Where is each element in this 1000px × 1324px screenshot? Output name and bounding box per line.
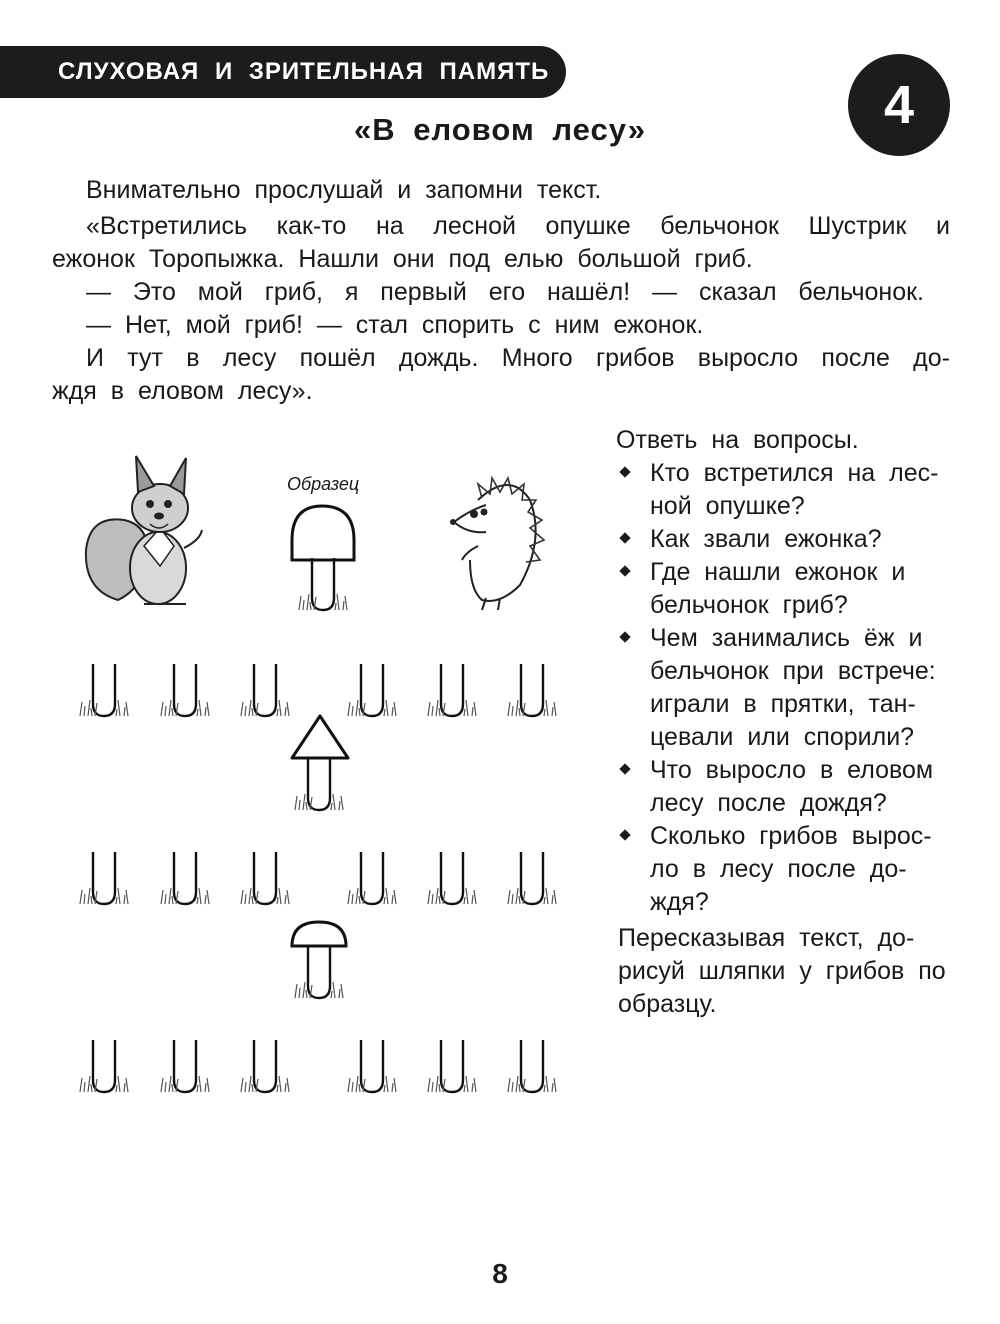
mushroom-stem-outline — [161, 664, 209, 716]
question-line: Сколько грибов вырос- — [650, 822, 932, 850]
question-line: играли в прятки, тан- — [650, 690, 916, 718]
mushroom-stem-outline — [508, 1040, 556, 1092]
squirrel-illustration — [86, 456, 202, 604]
story-line: И тут в лесу пошёл дождь. Много грибов выросло после до- — [86, 344, 950, 372]
mushroom-stem-outline — [428, 1040, 476, 1092]
mushroom-stem-outline — [428, 664, 476, 716]
question-line: Где нашли ежонок и — [650, 558, 906, 586]
question-line: Как звали ежонка? — [650, 525, 882, 553]
section-label: СЛУХОВАЯ И ЗРИТЕЛЬНАЯ ПАМЯТЬ — [58, 58, 550, 85]
instruction-text: Внимательно прослушай и запомни текст. — [86, 176, 602, 204]
story-line: «Встретились как-то на лесной опушке бельчонок Шустрик и — [86, 212, 950, 240]
question-line: ло в лесу после до- — [650, 855, 907, 883]
hedgehog-illustration — [450, 478, 544, 610]
mushroom-stem-outline — [161, 1040, 209, 1092]
story-line: — Это мой гриб, я первый его нашёл! — сказал бельчонок. — [86, 278, 924, 306]
mushroom-sample — [292, 506, 354, 610]
page-title: «В еловом лесу» — [353, 112, 647, 147]
stem-row-2 — [80, 852, 556, 904]
questions-heading: Ответь на вопросы. — [616, 426, 859, 454]
mushroom-stem-outline — [348, 852, 396, 904]
mushroom-stem-outline — [508, 664, 556, 716]
task-line: образцу. — [618, 990, 717, 1018]
mushroom-stem-outline — [241, 664, 289, 716]
mushroom-stem-outline — [80, 664, 128, 716]
question-line: Что выросло в еловом — [650, 756, 934, 784]
question-line: бельчонок при встрече: — [650, 657, 936, 685]
mushroom-stem-outline — [80, 1040, 128, 1092]
question-line: лесу после дождя? — [650, 789, 887, 817]
question-line: ной опушке? — [650, 492, 805, 520]
question-line: ждя? — [650, 888, 709, 916]
mushroom-stem-outline — [348, 1040, 396, 1092]
task-line: рисуй шляпки у грибов по — [618, 957, 946, 985]
exercise-number: 4 — [883, 75, 915, 135]
question-line: Кто встретился на лес- — [650, 459, 939, 487]
story-line: ждя в еловом лесу». — [52, 377, 313, 405]
page-number: 8 — [492, 1258, 508, 1289]
mushroom-stem-outline — [161, 852, 209, 904]
mushroom-stem-outline — [428, 852, 476, 904]
mushroom-triangle-cap — [292, 716, 348, 810]
question-line: бельчонок гриб? — [650, 591, 848, 619]
mushroom-stem-outline — [80, 852, 128, 904]
question-line: цевали или спорили? — [650, 723, 915, 751]
story-line: ежонок Торопыжка. Нашли они под елью большой гриб. — [52, 245, 753, 273]
story-line: — Нет, мой гриб! — стал спорить с ним ежонок. — [86, 311, 704, 339]
mushroom-stem-outline — [348, 664, 396, 716]
mushroom-stem-outline — [241, 852, 289, 904]
task-line: Пересказывая текст, до- — [618, 924, 915, 952]
stem-row-1 — [80, 664, 556, 716]
mushroom-round-cap — [292, 922, 346, 998]
question-line: Чем занимались ёж и — [650, 624, 923, 652]
mushroom-stem-outline — [241, 1040, 289, 1092]
sample-label: Образец — [287, 474, 360, 494]
stem-row-3 — [80, 1040, 556, 1092]
mushroom-stem-outline — [508, 852, 556, 904]
